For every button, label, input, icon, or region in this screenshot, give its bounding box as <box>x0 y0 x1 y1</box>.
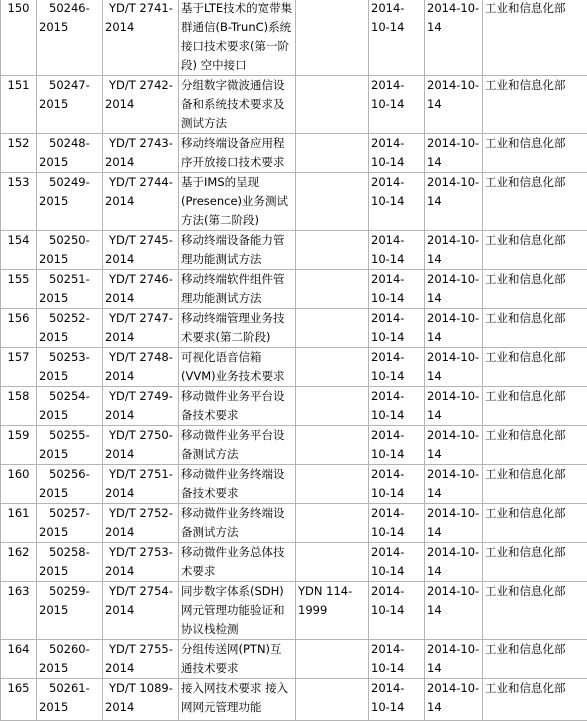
approval-date: 2014-10-14 <box>369 134 425 173</box>
standard-number: 50255-2015 <box>37 426 103 465</box>
approval-date: 2014-10-14 <box>369 504 425 543</box>
replaced-standard <box>296 504 369 543</box>
standard-code: YD/T 2751-2014 <box>103 465 179 504</box>
approval-date: 2014-10-14 <box>369 270 425 309</box>
row-number: 153 <box>1 173 37 231</box>
replaced-standard <box>296 270 369 309</box>
standard-number: 50254-2015 <box>37 387 103 426</box>
issuing-department: 工业和信息化部 <box>483 173 587 231</box>
standard-code: YD/T 2755-2014 <box>103 640 179 679</box>
standard-title: 基于LTE技术的宽带集群通信(B-TrunC)系统接口技术要求(第一阶段) 空中接口 <box>179 0 296 76</box>
issuing-department: 工业和信息化部 <box>483 465 587 504</box>
issuing-department: 工业和信息化部 <box>483 426 587 465</box>
standard-code: YD/T 2743-2014 <box>103 134 179 173</box>
approval-date: 2014-10-14 <box>369 679 425 721</box>
standard-code: YD/T 2749-2014 <box>103 387 179 426</box>
standard-title: 移动终端设备应用程序开放接口技术要求 <box>179 134 296 173</box>
table-row <box>1 0 587 76</box>
row-number: 154 <box>1 231 37 270</box>
row-number: 152 <box>1 134 37 173</box>
standard-code: YD/T 2747-2014 <box>103 309 179 348</box>
approval-date: 2014-10-14 <box>369 543 425 582</box>
replaced-standard <box>296 348 369 387</box>
approval-date: 2014-10-14 <box>369 348 425 387</box>
standard-number: 50261-2015 <box>37 679 103 721</box>
table-row <box>1 582 587 640</box>
standard-title: 基于IMS的呈现(Presence)业务测试方法(第二阶段) <box>179 173 296 231</box>
table-row <box>1 231 587 270</box>
standard-number: 50256-2015 <box>37 465 103 504</box>
row-number: 150 <box>1 0 37 76</box>
replaced-standard: YDN 114-1999 <box>296 582 369 640</box>
issuing-department: 工业和信息化部 <box>483 504 587 543</box>
replaced-standard <box>296 387 369 426</box>
row-number: 151 <box>1 76 37 134</box>
replaced-standard <box>296 426 369 465</box>
standard-title: 移动终端设备能力管理功能测试方法 <box>179 231 296 270</box>
replaced-standard <box>296 640 369 679</box>
implementation-date: 2014-10-14 <box>425 679 483 721</box>
table-row <box>1 543 587 582</box>
issuing-department: 工业和信息化部 <box>483 640 587 679</box>
standard-code: YD/T 2745-2014 <box>103 231 179 270</box>
implementation-date: 2014-10-14 <box>425 134 483 173</box>
standard-number: 50258-2015 <box>37 543 103 582</box>
implementation-date: 2014-10-14 <box>425 231 483 270</box>
implementation-date: 2014-10-14 <box>425 270 483 309</box>
issuing-department: 工业和信息化部 <box>483 679 587 721</box>
issuing-department: 工业和信息化部 <box>483 348 587 387</box>
replaced-standard <box>296 231 369 270</box>
approval-date: 2014-10-14 <box>369 465 425 504</box>
standard-number: 50249-2015 <box>37 173 103 231</box>
standard-title: 移动微件业务平台设备技术要求 <box>179 387 296 426</box>
issuing-department: 工业和信息化部 <box>483 543 587 582</box>
standard-number: 50248-2015 <box>37 134 103 173</box>
standard-number: 50252-2015 <box>37 309 103 348</box>
standard-code: YD/T 2754-2014 <box>103 582 179 640</box>
replaced-standard <box>296 543 369 582</box>
standard-code: YD/T 2742-2014 <box>103 76 179 134</box>
implementation-date: 2014-10-14 <box>425 387 483 426</box>
approval-date: 2014-10-14 <box>369 309 425 348</box>
implementation-date: 2014-10-14 <box>425 173 483 231</box>
row-number: 157 <box>1 348 37 387</box>
row-number: 155 <box>1 270 37 309</box>
standard-number: 50246-2015 <box>37 0 103 76</box>
standard-code: YD/T 2752-2014 <box>103 504 179 543</box>
approval-date: 2014-10-14 <box>369 173 425 231</box>
standard-title: 可视化语音信箱(VVM)业务技术要求 <box>179 348 296 387</box>
standard-title: 接入网技术要求 接入网网元管理功能 <box>179 679 296 721</box>
standard-number: 50251-2015 <box>37 270 103 309</box>
standard-code: YD/T 1089-2014 <box>103 679 179 721</box>
row-number: 159 <box>1 426 37 465</box>
issuing-department: 工业和信息化部 <box>483 309 587 348</box>
implementation-date: 2014-10-14 <box>425 582 483 640</box>
row-number: 156 <box>1 309 37 348</box>
issuing-department: 工业和信息化部 <box>483 270 587 309</box>
row-number: 158 <box>1 387 37 426</box>
approval-date: 2014-10-14 <box>369 0 425 76</box>
table-row <box>1 270 587 309</box>
issuing-department: 工业和信息化部 <box>483 76 587 134</box>
standard-title: 移动终端管理业务技术要求(第二阶段) <box>179 309 296 348</box>
standard-code: YD/T 2744-2014 <box>103 173 179 231</box>
standard-number: 50259-2015 <box>37 582 103 640</box>
issuing-department: 工业和信息化部 <box>483 0 587 76</box>
issuing-department: 工业和信息化部 <box>483 134 587 173</box>
replaced-standard <box>296 309 369 348</box>
standard-code: YD/T 2753-2014 <box>103 543 179 582</box>
table-body <box>1 0 587 721</box>
row-number: 164 <box>1 640 37 679</box>
implementation-date: 2014-10-14 <box>425 0 483 76</box>
row-number: 162 <box>1 543 37 582</box>
implementation-date: 2014-10-14 <box>425 504 483 543</box>
standard-code: YD/T 2748-2014 <box>103 348 179 387</box>
implementation-date: 2014-10-14 <box>425 543 483 582</box>
implementation-date: 2014-10-14 <box>425 76 483 134</box>
table-row <box>1 426 587 465</box>
implementation-date: 2014-10-14 <box>425 426 483 465</box>
table-row <box>1 134 587 173</box>
replaced-standard <box>296 173 369 231</box>
table-row <box>1 76 587 134</box>
standard-code: YD/T 2741-2014 <box>103 0 179 76</box>
issuing-department: 工业和信息化部 <box>483 231 587 270</box>
replaced-standard <box>296 465 369 504</box>
standard-title: 分组传送网(PTN)互通技术要求 <box>179 640 296 679</box>
standard-title: 移动终端软件组件管理功能测试方法 <box>179 270 296 309</box>
approval-date: 2014-10-14 <box>369 640 425 679</box>
row-number: 160 <box>1 465 37 504</box>
issuing-department: 工业和信息化部 <box>483 582 587 640</box>
table-row <box>1 309 587 348</box>
approval-date: 2014-10-14 <box>369 231 425 270</box>
standard-title: 移动微件业务终端设备技术要求 <box>179 465 296 504</box>
implementation-date: 2014-10-14 <box>425 465 483 504</box>
row-number: 163 <box>1 582 37 640</box>
standard-title: 移动微件业务终端设备测试方法 <box>179 504 296 543</box>
replaced-standard <box>296 134 369 173</box>
implementation-date: 2014-10-14 <box>425 640 483 679</box>
replaced-standard <box>296 0 369 76</box>
standard-title: 分组数字微波通信设备和系统技术要求及测试方法 <box>179 76 296 134</box>
standard-number: 50257-2015 <box>37 504 103 543</box>
standard-number: 50260-2015 <box>37 640 103 679</box>
approval-date: 2014-10-14 <box>369 387 425 426</box>
standard-code: YD/T 2750-2014 <box>103 426 179 465</box>
implementation-date: 2014-10-14 <box>425 309 483 348</box>
standard-title: 同步数字体系(SDH)网元管理功能验证和协议栈检测 <box>179 582 296 640</box>
table-row <box>1 173 587 231</box>
approval-date: 2014-10-14 <box>369 582 425 640</box>
table-row <box>1 465 587 504</box>
approval-date: 2014-10-14 <box>369 76 425 134</box>
issuing-department: 工业和信息化部 <box>483 387 587 426</box>
implementation-date: 2014-10-14 <box>425 348 483 387</box>
table-row <box>1 640 587 679</box>
standard-title: 移动微件业务总体技术要求 <box>179 543 296 582</box>
standard-code: YD/T 2746-2014 <box>103 270 179 309</box>
standard-title: 移动微件业务平台设备测试方法 <box>179 426 296 465</box>
standard-number: 50247-2015 <box>37 76 103 134</box>
standard-number: 50250-2015 <box>37 231 103 270</box>
approval-date: 2014-10-14 <box>369 426 425 465</box>
table-row <box>1 504 587 543</box>
row-number: 165 <box>1 679 37 721</box>
row-number: 161 <box>1 504 37 543</box>
replaced-standard <box>296 76 369 134</box>
table-row <box>1 387 587 426</box>
standard-number: 50253-2015 <box>37 348 103 387</box>
table-row <box>1 348 587 387</box>
